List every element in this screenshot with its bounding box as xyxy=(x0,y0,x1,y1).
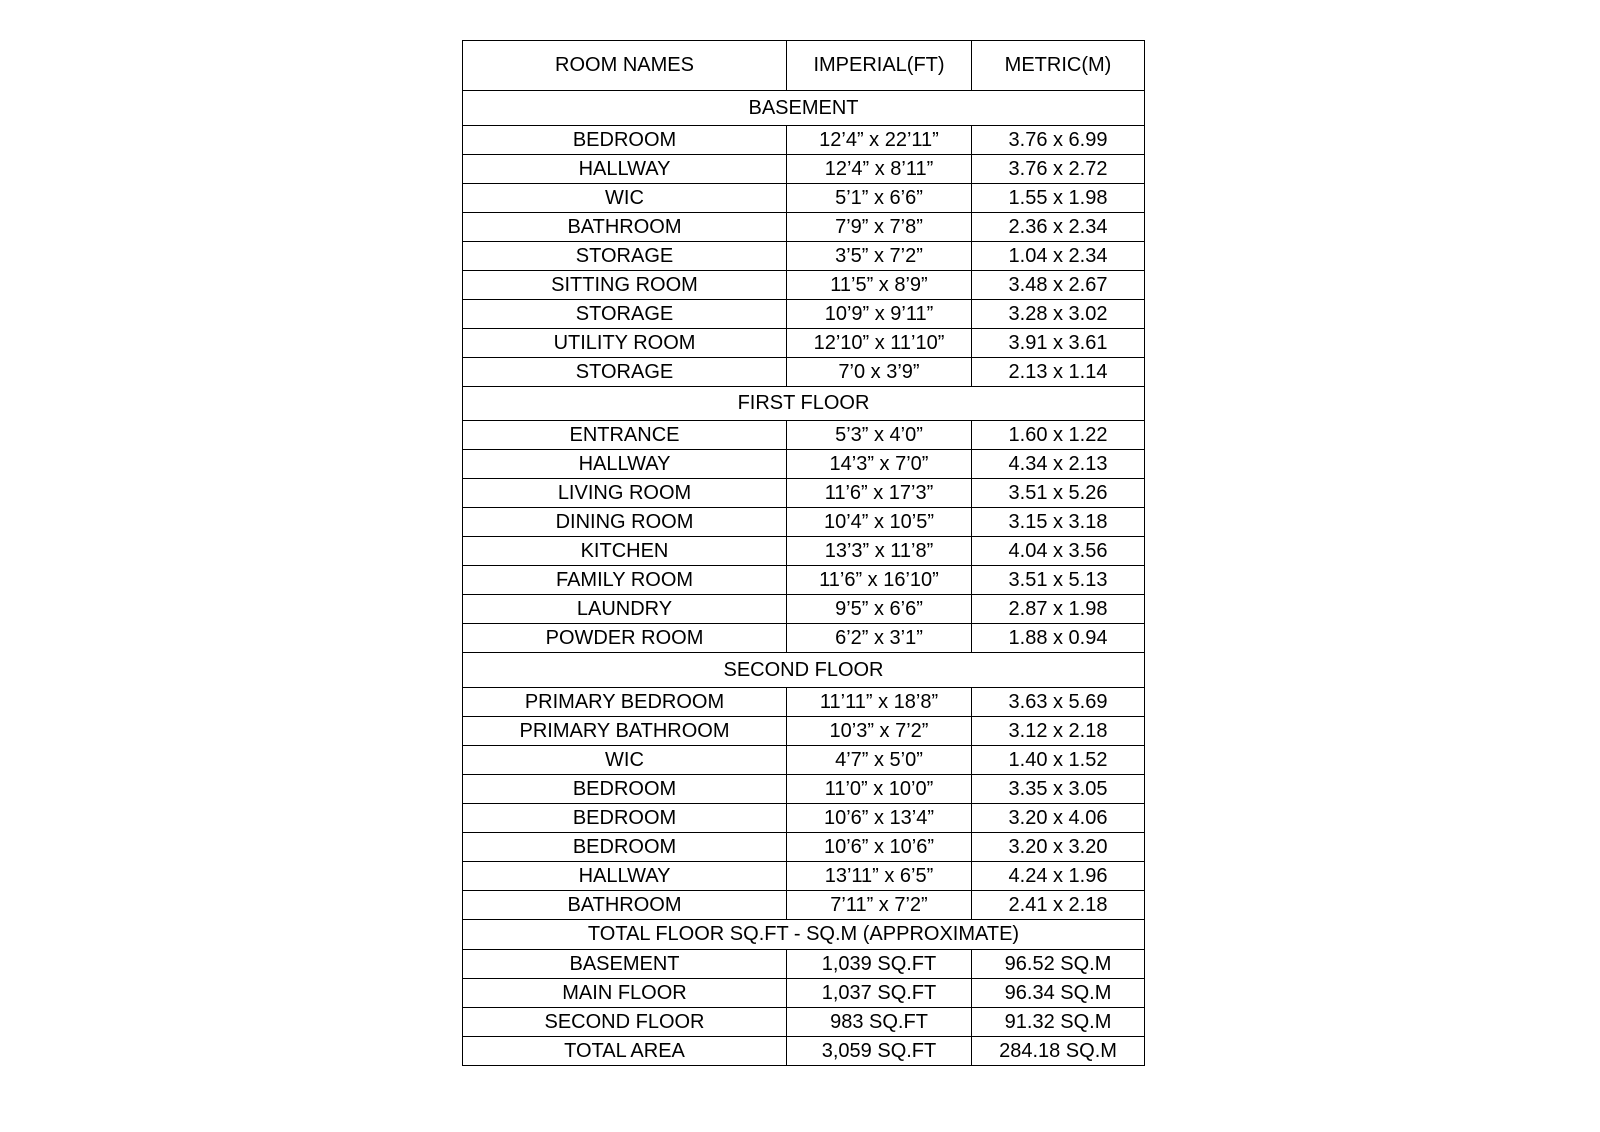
metric-dimension-cell: 1.04 x 2.34 xyxy=(972,242,1145,271)
imperial-dimension-cell: 12’10” x 11’10” xyxy=(787,329,972,358)
table-row xyxy=(463,595,1145,624)
metric-dimension-cell: 2.41 x 2.18 xyxy=(972,891,1145,920)
metric-dimension-cell: 284.18 SQ.M xyxy=(972,1037,1145,1066)
section-title: BASEMENT xyxy=(463,91,1145,126)
metric-dimension-cell: 3.28 x 3.02 xyxy=(972,300,1145,329)
metric-dimension-cell: 96.34 SQ.M xyxy=(972,979,1145,1008)
imperial-dimension-cell: 14’3” x 7’0” xyxy=(787,450,972,479)
table-row xyxy=(463,358,1145,387)
table-row xyxy=(463,717,1145,746)
imperial-dimension-cell: 10’9” x 9’11” xyxy=(787,300,972,329)
table-row xyxy=(463,833,1145,862)
metric-dimension-cell: 4.34 x 2.13 xyxy=(972,450,1145,479)
table-row xyxy=(463,566,1145,595)
table-row xyxy=(463,421,1145,450)
imperial-dimension-cell: 11’11” x 18’8” xyxy=(787,688,972,717)
room-name-cell: PRIMARY BEDROOM xyxy=(463,688,787,717)
table-row xyxy=(463,688,1145,717)
room-name-cell: MAIN FLOOR xyxy=(463,979,787,1008)
metric-dimension-cell: 3.63 x 5.69 xyxy=(972,688,1145,717)
table-row xyxy=(463,329,1145,358)
table-row xyxy=(463,804,1145,833)
imperial-dimension-cell: 10’6” x 10’6” xyxy=(787,833,972,862)
column-header-metric: METRIC(M) xyxy=(972,41,1145,91)
table-row xyxy=(463,891,1145,920)
metric-dimension-cell: 3.91 x 3.61 xyxy=(972,329,1145,358)
column-header-imperial: IMPERIAL(FT) xyxy=(787,41,972,91)
imperial-dimension-cell: 6’2” x 3’1” xyxy=(787,624,972,653)
imperial-dimension-cell: 13’3” x 11’8” xyxy=(787,537,972,566)
imperial-dimension-cell: 1,039 SQ.FT xyxy=(787,950,972,979)
room-name-cell: SITTING ROOM xyxy=(463,271,787,300)
metric-dimension-cell: 3.20 x 3.20 xyxy=(972,833,1145,862)
metric-dimension-cell: 3.12 x 2.18 xyxy=(972,717,1145,746)
metric-dimension-cell: 1.88 x 0.94 xyxy=(972,624,1145,653)
room-name-cell: TOTAL AREA xyxy=(463,1037,787,1066)
imperial-dimension-cell: 10’4” x 10’5” xyxy=(787,508,972,537)
metric-dimension-cell: 3.35 x 3.05 xyxy=(972,775,1145,804)
metric-dimension-cell: 1.60 x 1.22 xyxy=(972,421,1145,450)
table-row xyxy=(463,862,1145,891)
table-row xyxy=(463,537,1145,566)
room-name-cell: BASEMENT xyxy=(463,950,787,979)
imperial-dimension-cell: 9’5” x 6’6” xyxy=(787,595,972,624)
imperial-dimension-cell: 10’3” x 7’2” xyxy=(787,717,972,746)
table-body xyxy=(463,41,1145,1066)
imperial-dimension-cell: 5’3” x 4’0” xyxy=(787,421,972,450)
room-name-cell: HALLWAY xyxy=(463,862,787,891)
imperial-dimension-cell: 7’11” x 7’2” xyxy=(787,891,972,920)
table-row xyxy=(463,979,1145,1008)
room-name-cell: WIC xyxy=(463,746,787,775)
room-name-cell: BEDROOM xyxy=(463,775,787,804)
table-row xyxy=(463,184,1145,213)
room-name-cell: LIVING ROOM xyxy=(463,479,787,508)
table-row xyxy=(463,624,1145,653)
metric-dimension-cell: 3.51 x 5.26 xyxy=(972,479,1145,508)
table-row xyxy=(463,746,1145,775)
room-name-cell: STORAGE xyxy=(463,358,787,387)
room-name-cell: BEDROOM xyxy=(463,804,787,833)
metric-dimension-cell: 1.40 x 1.52 xyxy=(972,746,1145,775)
section-header-row xyxy=(463,387,1145,421)
table-row xyxy=(463,155,1145,184)
imperial-dimension-cell: 10’6” x 13’4” xyxy=(787,804,972,833)
metric-dimension-cell: 96.52 SQ.M xyxy=(972,950,1145,979)
table-row xyxy=(463,213,1145,242)
table-row xyxy=(463,126,1145,155)
metric-dimension-cell: 2.36 x 2.34 xyxy=(972,213,1145,242)
imperial-dimension-cell: 7’9” x 7’8” xyxy=(787,213,972,242)
imperial-dimension-cell: 7’0 x 3’9” xyxy=(787,358,972,387)
room-name-cell: HALLWAY xyxy=(463,450,787,479)
table-row xyxy=(463,775,1145,804)
metric-dimension-cell: 4.24 x 1.96 xyxy=(972,862,1145,891)
room-name-cell: UTILITY ROOM xyxy=(463,329,787,358)
imperial-dimension-cell: 11’0” x 10’0” xyxy=(787,775,972,804)
imperial-dimension-cell: 11’5” x 8’9” xyxy=(787,271,972,300)
metric-dimension-cell: 3.48 x 2.67 xyxy=(972,271,1145,300)
column-header-room-names: ROOM NAMES xyxy=(463,41,787,91)
imperial-dimension-cell: 4’7” x 5’0” xyxy=(787,746,972,775)
table-row xyxy=(463,1037,1145,1066)
metric-dimension-cell: 3.51 x 5.13 xyxy=(972,566,1145,595)
room-name-cell: STORAGE xyxy=(463,242,787,271)
imperial-dimension-cell: 13’11” x 6’5” xyxy=(787,862,972,891)
room-name-cell: SECOND FLOOR xyxy=(463,1008,787,1037)
imperial-dimension-cell: 983 SQ.FT xyxy=(787,1008,972,1037)
table-row xyxy=(463,1008,1145,1037)
metric-dimension-cell: 3.20 x 4.06 xyxy=(972,804,1145,833)
table-header-row xyxy=(463,41,1145,91)
room-name-cell: WIC xyxy=(463,184,787,213)
metric-dimension-cell: 4.04 x 3.56 xyxy=(972,537,1145,566)
metric-dimension-cell: 2.87 x 1.98 xyxy=(972,595,1145,624)
section-header-row xyxy=(463,920,1145,950)
imperial-dimension-cell: 5’1” x 6’6” xyxy=(787,184,972,213)
room-name-cell: BEDROOM xyxy=(463,833,787,862)
table-row xyxy=(463,450,1145,479)
room-name-cell: LAUNDRY xyxy=(463,595,787,624)
table-row xyxy=(463,950,1145,979)
room-name-cell: KITCHEN xyxy=(463,537,787,566)
section-title: FIRST FLOOR xyxy=(463,387,1145,421)
room-name-cell: FAMILY ROOM xyxy=(463,566,787,595)
table-row xyxy=(463,271,1145,300)
metric-dimension-cell: 2.13 x 1.14 xyxy=(972,358,1145,387)
table-row xyxy=(463,242,1145,271)
table-row xyxy=(463,479,1145,508)
metric-dimension-cell: 91.32 SQ.M xyxy=(972,1008,1145,1037)
room-name-cell: BATHROOM xyxy=(463,213,787,242)
section-title: SECOND FLOOR xyxy=(463,653,1145,688)
section-header-row xyxy=(463,653,1145,688)
room-name-cell: STORAGE xyxy=(463,300,787,329)
metric-dimension-cell: 3.15 x 3.18 xyxy=(972,508,1145,537)
imperial-dimension-cell: 1,037 SQ.FT xyxy=(787,979,972,1008)
room-name-cell: BEDROOM xyxy=(463,126,787,155)
room-name-cell: BATHROOM xyxy=(463,891,787,920)
metric-dimension-cell: 1.55 x 1.98 xyxy=(972,184,1145,213)
section-header-row xyxy=(463,91,1145,126)
room-name-cell: ENTRANCE xyxy=(463,421,787,450)
table-row xyxy=(463,300,1145,329)
imperial-dimension-cell: 12’4” x 22’11” xyxy=(787,126,972,155)
imperial-dimension-cell: 3,059 SQ.FT xyxy=(787,1037,972,1066)
room-name-cell: PRIMARY BATHROOM xyxy=(463,717,787,746)
room-name-cell: HALLWAY xyxy=(463,155,787,184)
table-row xyxy=(463,508,1145,537)
imperial-dimension-cell: 11’6” x 17’3” xyxy=(787,479,972,508)
room-dimensions-table xyxy=(462,40,1145,1066)
room-name-cell: POWDER ROOM xyxy=(463,624,787,653)
room-name-cell: DINING ROOM xyxy=(463,508,787,537)
imperial-dimension-cell: 11’6” x 16’10” xyxy=(787,566,972,595)
imperial-dimension-cell: 3’5” x 7’2” xyxy=(787,242,972,271)
imperial-dimension-cell: 12’4” x 8’11” xyxy=(787,155,972,184)
metric-dimension-cell: 3.76 x 6.99 xyxy=(972,126,1145,155)
metric-dimension-cell: 3.76 x 2.72 xyxy=(972,155,1145,184)
section-title: TOTAL FLOOR SQ.FT - SQ.M (APPROXIMATE) xyxy=(463,920,1145,950)
